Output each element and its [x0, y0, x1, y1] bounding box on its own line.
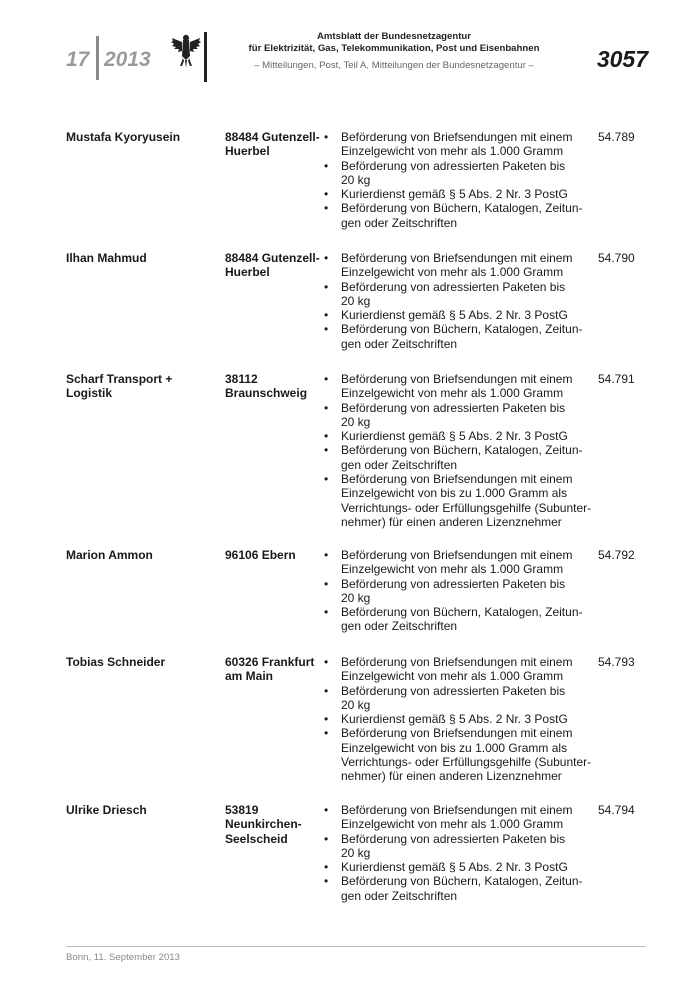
- licensee-name: Mustafa Kyoryusein: [66, 130, 181, 144]
- bullet-icon: •: [324, 400, 329, 415]
- bullet-icon: •: [324, 860, 329, 875]
- licensee-location: 53819 Neunkirchen- Seelscheid: [225, 803, 302, 846]
- service-item: [324, 443, 594, 472]
- service-text: Beförderung von Briefsendungen mit einem Einzelgewicht von mehr als 1.000 Gramm: [341, 655, 573, 684]
- service-text: Beförderung von Büchern, Katalogen, Zeitun- gen oder Zeitschriften: [341, 605, 583, 634]
- service-text: Beförderung von Briefsendungen mit einem Einzelgewicht von mehr als 1.000 Gramm: [341, 130, 573, 159]
- service-list: [324, 372, 594, 529]
- footer-date: Bonn, 11. September 2013: [66, 952, 180, 963]
- service-item: [324, 187, 594, 201]
- service-item: [324, 726, 594, 783]
- license-number: 54.789: [598, 130, 635, 144]
- bullet-icon: •: [324, 322, 329, 337]
- licensee-entry: [66, 251, 646, 351]
- licensee-location: 88484 Gutenzell- Huerbel: [225, 130, 320, 159]
- bullet-icon: •: [324, 130, 329, 144]
- service-text: Beförderung von Briefsendungen mit einem Einzelgewicht von mehr als 1.000 Gramm: [341, 803, 573, 832]
- service-item: [324, 832, 594, 861]
- bullet-icon: •: [324, 803, 329, 817]
- service-list: [324, 548, 594, 634]
- licensee-name: Marion Ammon: [66, 548, 153, 562]
- footer-divider: [66, 946, 646, 947]
- bullet-icon: •: [324, 251, 329, 265]
- service-text: Beförderung von Briefsendungen mit einem Einzelgewicht von mehr als 1.000 Gramm: [341, 372, 573, 401]
- licensee-name: Ilhan Mahmud: [66, 251, 147, 265]
- service-text: Beförderung von Briefsendungen mit einem Einzelgewicht von bis zu 1.000 Gramm als Verrichtungs- oder Erfüllungsgehilfe (Subunter- nehmer) für einen anderen Lizenznehmer: [341, 726, 592, 784]
- bullet-icon: •: [324, 576, 329, 591]
- service-item: [324, 548, 594, 577]
- publication-title: Amtsblatt der Bundesnetzagentur: [316, 31, 472, 42]
- bullet-icon: •: [324, 712, 329, 727]
- issue-divider: [96, 36, 99, 80]
- service-text: Beförderung von Briefsendungen mit einem Einzelgewicht von mehr als 1.000 Gramm: [341, 548, 573, 577]
- service-text: Beförderung von adressierten Paketen bis 20 kg: [341, 683, 566, 712]
- service-item: [324, 874, 594, 903]
- service-text: Beförderung von adressierten Paketen bis 20 kg: [341, 158, 566, 187]
- page-header: [0, 0, 700, 100]
- bullet-icon: •: [324, 683, 329, 698]
- bullet-icon: •: [324, 429, 329, 444]
- issue-number: 17: [66, 48, 90, 71]
- service-item: [324, 159, 594, 188]
- service-item: [324, 201, 594, 230]
- service-item: [324, 655, 594, 684]
- service-text: Kurierdienst gemäß § 5 Abs. 2 Nr. 3 PostG: [341, 308, 568, 323]
- service-text: Beförderung von Büchern, Katalogen, Zeitun- gen oder Zeitschriften: [341, 201, 583, 230]
- licensee-entry: [66, 803, 646, 903]
- service-list: [324, 130, 594, 230]
- license-number: 54.791: [598, 372, 635, 386]
- federal-eagle-icon: [170, 32, 202, 70]
- service-list: [324, 251, 594, 351]
- issue-year: 2013: [104, 48, 151, 71]
- license-number: 54.790: [598, 251, 635, 265]
- service-text: Kurierdienst gemäß § 5 Abs. 2 Nr. 3 PostG: [341, 429, 568, 444]
- licensee-entry: [66, 548, 646, 634]
- service-item: [324, 308, 594, 322]
- bullet-icon: •: [324, 443, 329, 458]
- service-item: [324, 401, 594, 430]
- service-item: [324, 577, 594, 606]
- service-text: Beförderung von Büchern, Katalogen, Zeitun- gen oder Zeitschriften: [341, 443, 583, 472]
- licensee-location: 60326 Frankfurt am Main: [225, 655, 315, 684]
- service-item: [324, 712, 594, 726]
- service-item: [324, 251, 594, 280]
- service-text: Beförderung von adressierten Paketen bis 20 kg: [341, 279, 566, 308]
- service-item: [324, 803, 594, 832]
- licensee-name: Tobias Schneider: [66, 655, 166, 669]
- bullet-icon: •: [324, 187, 329, 202]
- page-number: 3057: [596, 46, 648, 72]
- bullet-icon: •: [324, 605, 329, 620]
- service-list: [324, 655, 594, 784]
- emblem-divider: [204, 32, 207, 82]
- license-number: 54.793: [598, 655, 635, 669]
- bullet-icon: •: [324, 201, 329, 216]
- licensee-name: Ulrike Driesch: [66, 803, 147, 817]
- licensee-location: 38112 Braunschweig: [225, 372, 308, 401]
- bullet-icon: •: [324, 874, 329, 889]
- service-item: [324, 280, 594, 309]
- service-text: Beförderung von adressierten Paketen bis 20 kg: [341, 831, 566, 860]
- bullet-icon: •: [324, 372, 329, 386]
- service-text: Kurierdienst gemäß § 5 Abs. 2 Nr. 3 PostG: [341, 860, 568, 875]
- license-number: 54.794: [598, 803, 635, 817]
- service-text: Beförderung von Büchern, Katalogen, Zeitun- gen oder Zeitschriften: [341, 874, 583, 903]
- bullet-icon: •: [324, 831, 329, 846]
- bullet-icon: •: [324, 158, 329, 173]
- publication-subtitle: für Elektrizität, Gas, Telekommunikation, Post und Eisenbahnen: [248, 43, 540, 54]
- service-text: Beförderung von Briefsendungen mit einem Einzelgewicht von mehr als 1.000 Gramm: [341, 251, 573, 280]
- service-item: [324, 322, 594, 351]
- section-subtitle: – Mitteilungen, Post, Teil A, Mitteilungen der Bundesnetzagentur –: [254, 60, 534, 71]
- licensee-entry: [66, 372, 646, 529]
- bullet-icon: •: [324, 548, 329, 562]
- licensee-entry: [66, 130, 646, 230]
- licensee-entry: [66, 655, 646, 784]
- service-item: [324, 130, 594, 159]
- bullet-icon: •: [324, 308, 329, 323]
- service-item: [324, 372, 594, 401]
- service-text: Beförderung von Briefsendungen mit einem Einzelgewicht von bis zu 1.000 Gramm als Verrichtungs- oder Erfüllungsgehilfe (Subunter- nehmer) für einen anderen Lizenznehmer: [341, 472, 592, 529]
- bullet-icon: •: [324, 472, 329, 487]
- bullet-icon: •: [324, 726, 329, 741]
- service-text: Kurierdienst gemäß § 5 Abs. 2 Nr. 3 PostG: [341, 712, 568, 727]
- service-item: [324, 605, 594, 634]
- service-text: Beförderung von adressierten Paketen bis 20 kg: [341, 576, 566, 605]
- service-item: [324, 472, 594, 529]
- licensee-location: 96106 Ebern: [225, 548, 296, 562]
- service-item: [324, 429, 594, 443]
- service-item: [324, 684, 594, 713]
- service-list: [324, 803, 594, 903]
- license-number: 54.792: [598, 548, 635, 562]
- licensee-location: 88484 Gutenzell- Huerbel: [225, 251, 320, 280]
- service-item: [324, 860, 594, 874]
- licensee-name: Scharf Transport + Logistik: [66, 372, 173, 401]
- bullet-icon: •: [324, 279, 329, 294]
- service-text: Beförderung von Büchern, Katalogen, Zeitun- gen oder Zeitschriften: [341, 322, 583, 351]
- service-text: Beförderung von adressierten Paketen bis 20 kg: [341, 400, 566, 429]
- bullet-icon: •: [324, 655, 329, 669]
- service-text: Kurierdienst gemäß § 5 Abs. 2 Nr. 3 PostG: [341, 187, 568, 202]
